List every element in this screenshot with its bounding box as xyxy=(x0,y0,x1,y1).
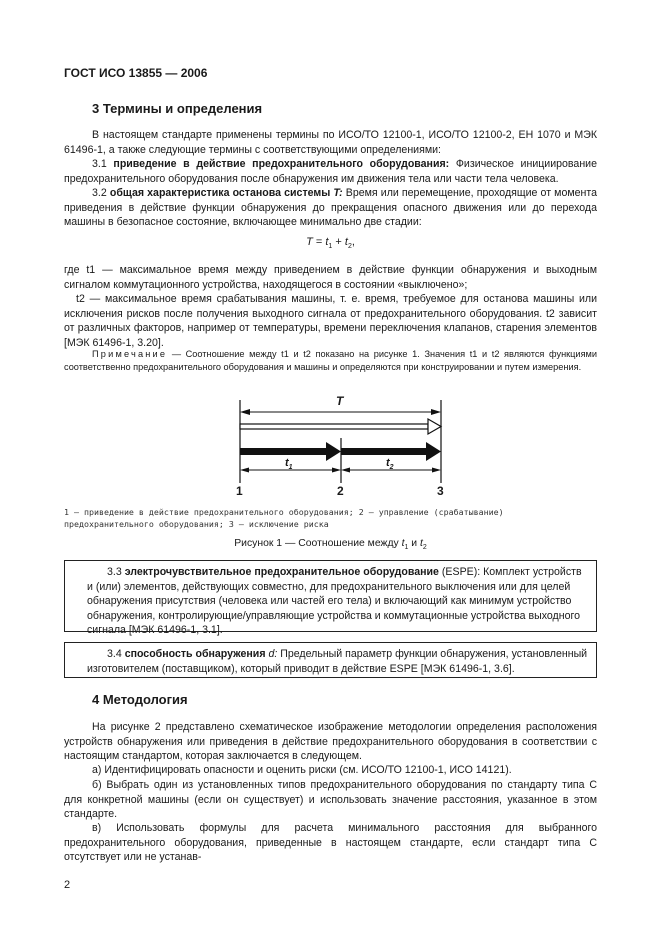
term-3-2 xyxy=(64,186,597,230)
where-t2-text: t2 — максимальное время срабатывания машины, т. е. время, требуемое для останова машины или исключения рисков после получения выходного сигнала от предохранительного оборудования. t2 зависит от различных факторов, например от температуры, времени переключения клапанов, старения элементов [МЭК 61496-1, 3.20]. xyxy=(64,293,597,349)
note-label: Примечание xyxy=(92,349,168,359)
term-definition: Физическое инициирование предохранительного оборудования после обнаружения им движения тела или части тела человека. xyxy=(64,158,597,185)
mark-3: 3 xyxy=(437,484,444,498)
page-number: 2 xyxy=(64,879,71,891)
definition-box-3-4 xyxy=(64,642,597,678)
where-t2 xyxy=(64,292,597,350)
term-number: 3.4 xyxy=(107,648,122,660)
where-t1 xyxy=(64,263,597,292)
arrowhead-right-T xyxy=(431,409,441,415)
document-header: ГОСТ ИСО 13855 — 2006 xyxy=(64,66,208,80)
section-3-intro: В настоящем стандарте применены термины по ИСО/ТО 12100-1, ИСО/ТО 12100-2, ЕН 1070 и МЭК 61496-1, а также следующие термины с соответствующими определениями: xyxy=(64,129,597,156)
section-4-intro: На рисунке 2 представлено схематическое изображение методологии определения расположения устройств обнаружения или приведения в действие предохранительного оборудования в соответствии с настоящим стандартом, которая заключается в следующем. xyxy=(64,721,597,763)
term-symbol: d: xyxy=(268,648,278,660)
where-t1-text: где t1 — максимальное время между приведением в действие функции обнаружения и выходным сигналом коммутационного устройства, находящегося в состоянии «выключено»; xyxy=(64,264,597,291)
term-number: 3.1 xyxy=(92,158,107,170)
box-3-4-text xyxy=(87,647,590,676)
term-number: 3.2 xyxy=(92,187,107,199)
box-3-3-text xyxy=(87,565,590,638)
figure-1-diagram xyxy=(0,390,661,505)
figure-1-caption: Рисунок 1 — Соотношение между $t_1$ и $t_2$ xyxy=(234,538,427,552)
t1-arrow-head xyxy=(326,442,341,461)
term-name: общая характеристика останова системы xyxy=(109,187,331,199)
section-3-heading: 3 Термины и определения xyxy=(92,101,263,116)
figure-1-legend: 1 — приведение в действие предохранительного оборудования; 2 — управление (срабатывание) предохранительного оборудования; 3 — исключение риска xyxy=(64,507,504,529)
term-definition: Предельный параметр функции обнаружения, установленный изготовителем (поставщиком), который приводит в действие ESPE [МЭК 61496-1, 3.6]. xyxy=(87,648,588,675)
term-definition: Время или перемещение, проходящие от момента приведения в действие функции обнаружения до прекращения опасного движения или до перехода машины в безопасное состояние, включающее минимально две стадии: xyxy=(64,187,598,229)
t2-arrow-body xyxy=(341,448,428,455)
arrowhead xyxy=(341,468,350,473)
step-b: б) Выбрать один из установленных типов предохранительного оборудования по стандарту типа С для конкретной машины (если он существует) и использовать значение расстояния, указанное в этом стандарте. xyxy=(64,779,597,821)
note xyxy=(64,348,597,374)
hollow-arrow-body xyxy=(240,424,428,429)
term-symbol: T: xyxy=(333,187,343,199)
label-t1: $t_1$ xyxy=(285,457,293,472)
label-t2: $t_2$ xyxy=(386,457,394,472)
definition-box-3-3 xyxy=(64,560,597,637)
term-name: приведение в действие предохранительного оборудования: xyxy=(113,158,450,170)
term-definition: (ESPE): Комплект устройств и (или) элементов, действующих совместно, для предохранительного выключения или для целей обнаружения присутствия (человека или частей его тела) и включающий как минимум устройство обнаружения, контролирующие/управляющие устройства и коммутационные устройства выходного сигнала [МЭК 61496-1, 3.1]. xyxy=(87,566,582,637)
arrowhead xyxy=(240,468,249,473)
note-text: — Соотношение между t1 и t2 показано на рисунке 1. Значения t1 и t2 являются функциями соответственно предохранительного оборудования и машины и определяются при конструировании и путем измерения. xyxy=(64,349,597,372)
t1-arrow-body xyxy=(240,448,328,455)
label-T: T xyxy=(336,394,344,408)
term-name: электрочувствительное предохранительное оборудование xyxy=(124,566,439,578)
term-3-1 xyxy=(64,157,597,186)
term-name: способность обнаружения xyxy=(124,648,266,660)
mark-2: 2 xyxy=(337,484,344,498)
mark-1: 1 xyxy=(236,484,243,498)
term-number: 3.3 xyxy=(107,566,122,578)
formula: $T = t_1 + t_2$, xyxy=(306,236,355,251)
section-4-heading: 4 Методология xyxy=(92,692,188,707)
t2-arrow-head xyxy=(426,442,441,461)
step-a: а) Идентифицировать опасности и оценить риски (см. ИСО/ТО 12100-1, ИСО 14121). xyxy=(92,764,512,776)
arrowhead xyxy=(432,468,441,473)
hollow-arrow-head xyxy=(428,419,441,434)
arrowhead xyxy=(332,468,341,473)
arrowhead-left-T xyxy=(240,409,250,415)
step-c: в) Использовать формулы для расчета минимального расстояния для выбранного предохранительного оборудования, приведенные в настоящем стандарте, если стандарт типа С отсутствует или не устанав- xyxy=(64,822,597,864)
